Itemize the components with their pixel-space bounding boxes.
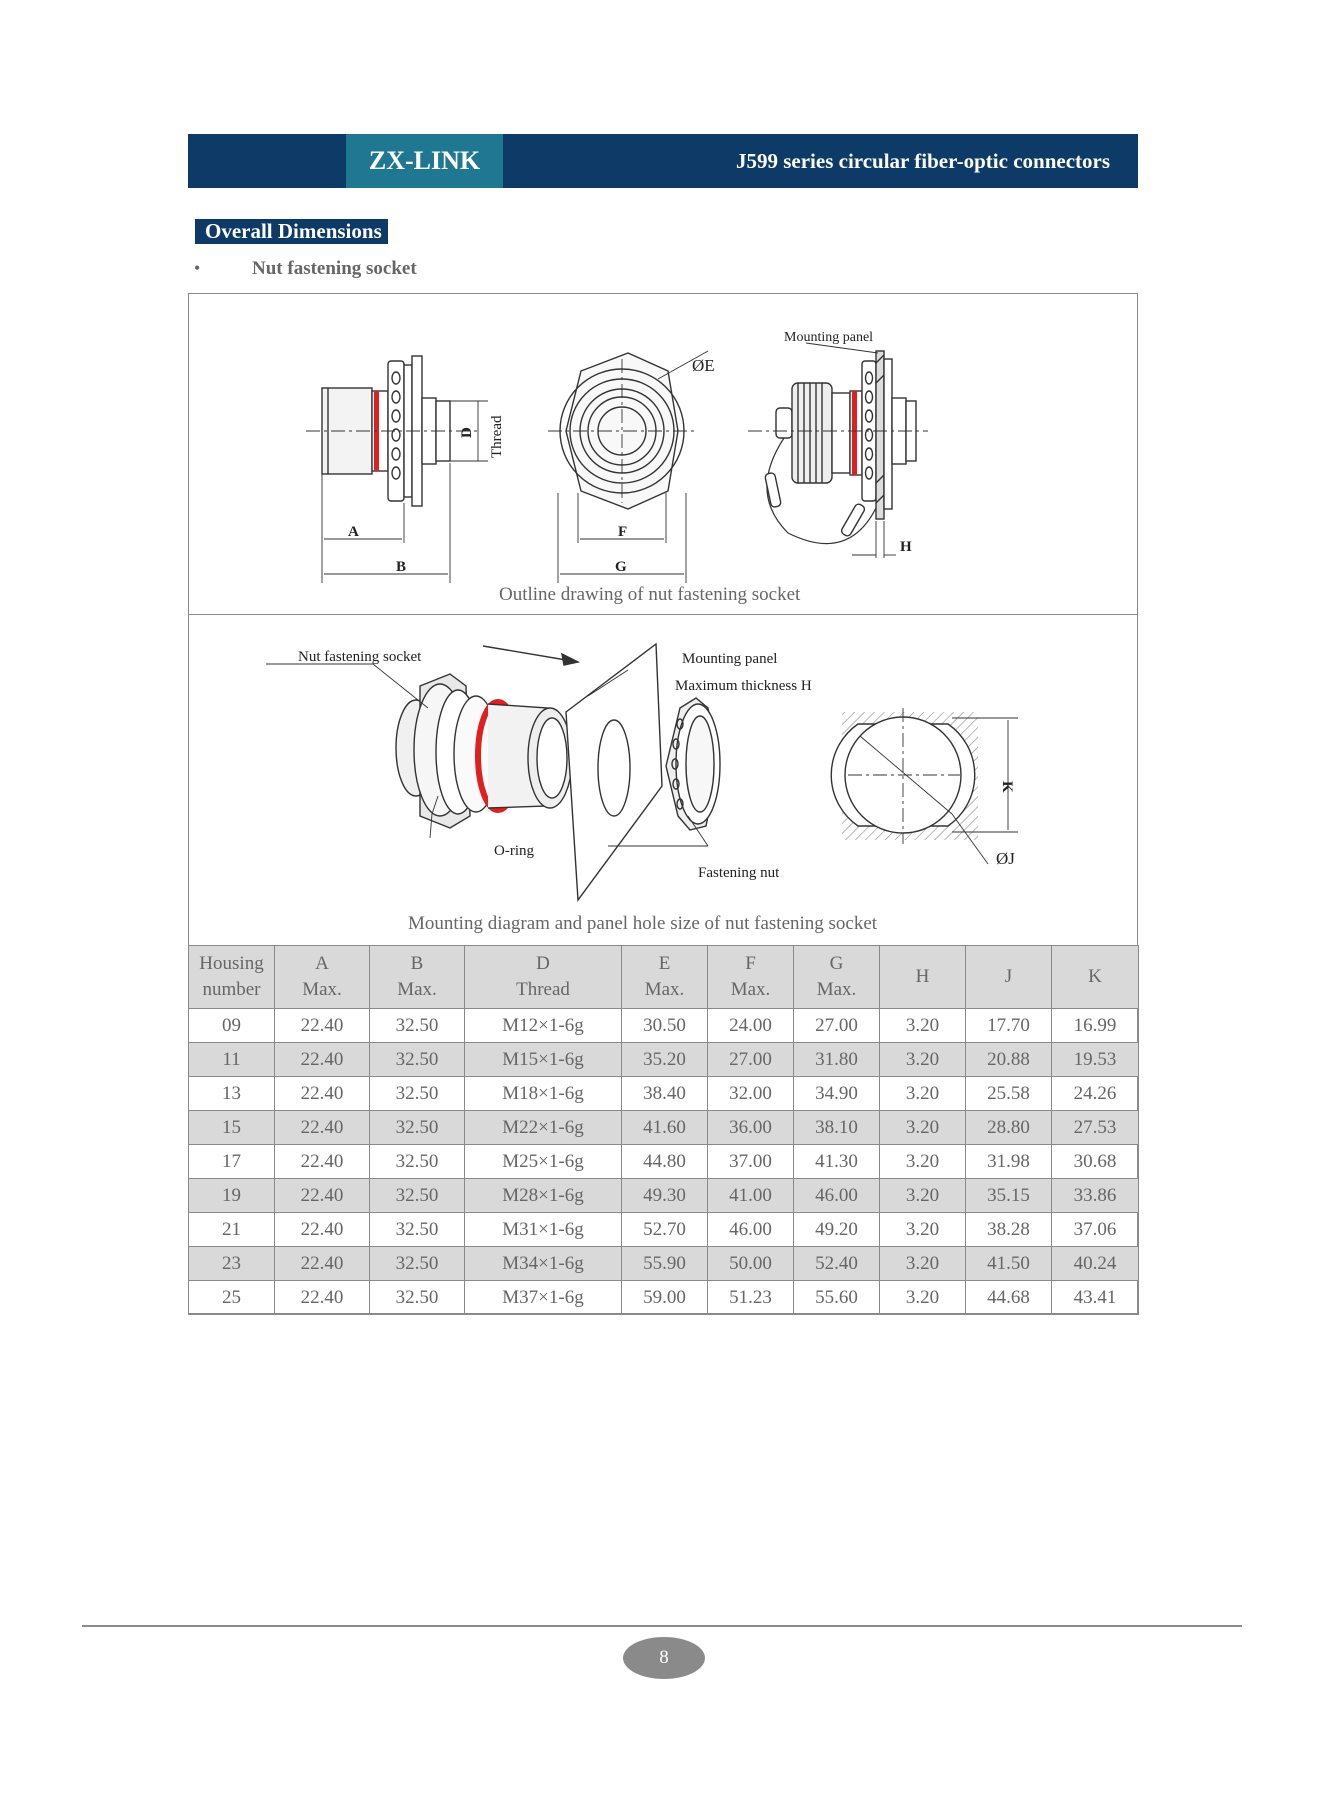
table-row	[189, 1247, 1139, 1281]
table-cell: 46.00	[708, 1213, 794, 1247]
section-subtitle: Nut fastening socket	[252, 258, 417, 279]
table-cell: 32.00	[708, 1077, 794, 1111]
table-cell: 23	[189, 1247, 275, 1281]
socket-3d-assembly	[396, 674, 572, 828]
table-cell: 22.40	[275, 1077, 370, 1111]
table-cell: 49.30	[622, 1179, 708, 1213]
table-body	[189, 1009, 1139, 1315]
outline-caption: Outline drawing of nut fastening socket	[499, 584, 801, 605]
bullet-icon: •	[194, 258, 201, 278]
label-g: G	[615, 559, 627, 575]
table-cell: 44.80	[622, 1145, 708, 1179]
table-cell: 38.28	[966, 1213, 1052, 1247]
header-h: H	[880, 946, 966, 1009]
table-row	[189, 1111, 1139, 1145]
label-o-ring: O-ring	[494, 843, 534, 859]
panel-hole-detail	[831, 708, 1018, 864]
table-cell: 37.00	[708, 1145, 794, 1179]
table-cell: 55.60	[794, 1281, 880, 1315]
table-cell: 3.20	[880, 1145, 966, 1179]
table-cell: 36.00	[708, 1111, 794, 1145]
table-cell: 52.40	[794, 1247, 880, 1281]
header-a: A Max.	[275, 946, 370, 1009]
table-cell: 32.50	[370, 1247, 465, 1281]
table-cell: 59.00	[622, 1281, 708, 1315]
table-cell: 19.53	[1052, 1043, 1139, 1077]
table-cell: 41.50	[966, 1247, 1052, 1281]
outline-drawing	[188, 293, 1138, 583]
label-a: A	[348, 524, 359, 540]
table-cell: 27.00	[708, 1043, 794, 1077]
label-thread: Thread	[489, 415, 505, 458]
socket-side-view	[306, 356, 488, 583]
header-d: D Thread	[465, 946, 622, 1009]
table-cell: 3.20	[880, 1213, 966, 1247]
table-cell: 17.70	[966, 1009, 1052, 1043]
table-cell: M28×1-6g	[465, 1179, 622, 1213]
mounting-caption: Mounting diagram and panel hole size of nut fastening socket	[408, 913, 878, 934]
table-cell: 32.50	[370, 1145, 465, 1179]
table-row	[189, 1077, 1139, 1111]
table-cell: M37×1-6g	[465, 1281, 622, 1315]
table-cell: 22.40	[275, 1145, 370, 1179]
table-cell: 22.40	[275, 1009, 370, 1043]
table-cell: 22.40	[275, 1111, 370, 1145]
table-cell: 27.00	[794, 1009, 880, 1043]
table-cell: 32.50	[370, 1111, 465, 1145]
table-header-row	[189, 946, 1139, 1009]
page-number: 8	[623, 1637, 705, 1679]
table-cell: 3.20	[880, 1179, 966, 1213]
label-mounting-panel: Mounting panel	[682, 651, 778, 667]
table-cell: 35.15	[966, 1179, 1052, 1213]
header-g: G Max.	[794, 946, 880, 1009]
table-cell: 11	[189, 1043, 275, 1077]
table-cell: 30.50	[622, 1009, 708, 1043]
label-d: D	[459, 427, 475, 438]
table-cell: 34.90	[794, 1077, 880, 1111]
table-row	[189, 1145, 1139, 1179]
table-cell: 3.20	[880, 1043, 966, 1077]
table-cell: 3.20	[880, 1111, 966, 1145]
table-cell: M34×1-6g	[465, 1247, 622, 1281]
label-e: ØE	[692, 356, 715, 375]
header-f: F Max.	[708, 946, 794, 1009]
table-cell: 28.80	[966, 1111, 1052, 1145]
table-cell: 21	[189, 1213, 275, 1247]
brand-logo: ZX-LINK	[346, 134, 503, 188]
table-cell: 35.20	[622, 1043, 708, 1077]
table-cell: 37.06	[1052, 1213, 1139, 1247]
header-j: J	[966, 946, 1052, 1009]
table-cell: 43.41	[1052, 1281, 1139, 1315]
table-cell: 3.20	[880, 1077, 966, 1111]
table-cell: 30.68	[1052, 1145, 1139, 1179]
header-b: B Max.	[370, 946, 465, 1009]
table-cell: 22.40	[275, 1043, 370, 1077]
table-cell: 55.90	[622, 1247, 708, 1281]
section-title: Overall Dimensions	[195, 219, 388, 244]
table-cell: 41.00	[708, 1179, 794, 1213]
table-cell: 50.00	[708, 1247, 794, 1281]
table-cell: 32.50	[370, 1043, 465, 1077]
table-cell: 44.68	[966, 1281, 1052, 1315]
label-mounting-panel-top: Mounting panel	[784, 330, 874, 345]
table-cell: 17	[189, 1145, 275, 1179]
label-max-thickness: Maximum thickness H	[675, 678, 812, 694]
table-cell: 25	[189, 1281, 275, 1315]
header-k: K	[1052, 946, 1139, 1009]
table-cell: 24.26	[1052, 1077, 1139, 1111]
table-cell: 22.40	[275, 1213, 370, 1247]
table-cell: M31×1-6g	[465, 1213, 622, 1247]
table-row	[189, 1009, 1139, 1043]
table-cell: 51.23	[708, 1281, 794, 1315]
table-cell: M22×1-6g	[465, 1111, 622, 1145]
table-cell: 46.00	[794, 1179, 880, 1213]
header-housing: Housing number	[189, 946, 275, 1009]
socket-front-view	[548, 351, 708, 583]
label-f: F	[618, 524, 628, 540]
frame-divider	[188, 614, 1138, 615]
table-cell: 32.50	[370, 1179, 465, 1213]
table-cell: 52.70	[622, 1213, 708, 1247]
table-cell: 27.53	[1052, 1111, 1139, 1145]
table-cell: 38.10	[794, 1111, 880, 1145]
table-cell: 33.86	[1052, 1179, 1139, 1213]
table-row	[189, 1043, 1139, 1077]
table-cell: 40.24	[1052, 1247, 1139, 1281]
socket-mounted-view	[748, 343, 928, 558]
dimensions-table	[188, 945, 1139, 1315]
table-cell: 38.40	[622, 1077, 708, 1111]
table-cell: M25×1-6g	[465, 1145, 622, 1179]
table-cell: 20.88	[966, 1043, 1052, 1077]
label-fastening-nut: Fastening nut	[698, 865, 780, 881]
table-cell: 31.98	[966, 1145, 1052, 1179]
table-cell: 41.30	[794, 1145, 880, 1179]
label-j: ØJ	[996, 849, 1015, 868]
table-cell: 32.50	[370, 1281, 465, 1315]
table-cell: M12×1-6g	[465, 1009, 622, 1043]
table-cell: 41.60	[622, 1111, 708, 1145]
table-cell: 32.50	[370, 1009, 465, 1043]
table-cell: 22.40	[275, 1247, 370, 1281]
table-row	[189, 1281, 1139, 1315]
table-cell: 32.50	[370, 1077, 465, 1111]
table-cell: 3.20	[880, 1247, 966, 1281]
table-cell: 09	[189, 1009, 275, 1043]
document-title: J599 series circular fiber-optic connectors	[735, 149, 1110, 173]
label-h: H	[900, 539, 912, 555]
label-b: B	[396, 559, 407, 575]
table-row	[189, 1213, 1139, 1247]
table-cell: 15	[189, 1111, 275, 1145]
table-cell: 16.99	[1052, 1009, 1139, 1043]
footer-divider	[82, 1625, 1242, 1627]
table-cell: M15×1-6g	[465, 1043, 622, 1077]
table-cell: 31.80	[794, 1043, 880, 1077]
header-e: E Max.	[622, 946, 708, 1009]
mounting-diagram	[188, 616, 1138, 916]
table-cell: M18×1-6g	[465, 1077, 622, 1111]
header-bar	[188, 134, 1138, 188]
table-row	[189, 1179, 1139, 1213]
table-cell: 24.00	[708, 1009, 794, 1043]
fastening-nut	[666, 698, 720, 830]
table-cell: 49.20	[794, 1213, 880, 1247]
table-cell: 22.40	[275, 1179, 370, 1213]
table-cell: 3.20	[880, 1009, 966, 1043]
table-cell: 19	[189, 1179, 275, 1213]
label-nut-socket: Nut fastening socket	[298, 649, 422, 665]
table-cell: 13	[189, 1077, 275, 1111]
table-cell: 3.20	[880, 1281, 966, 1315]
label-k: K	[999, 781, 1015, 793]
table-cell: 22.40	[275, 1281, 370, 1315]
table-cell: 25.58	[966, 1077, 1052, 1111]
table-cell: 32.50	[370, 1213, 465, 1247]
